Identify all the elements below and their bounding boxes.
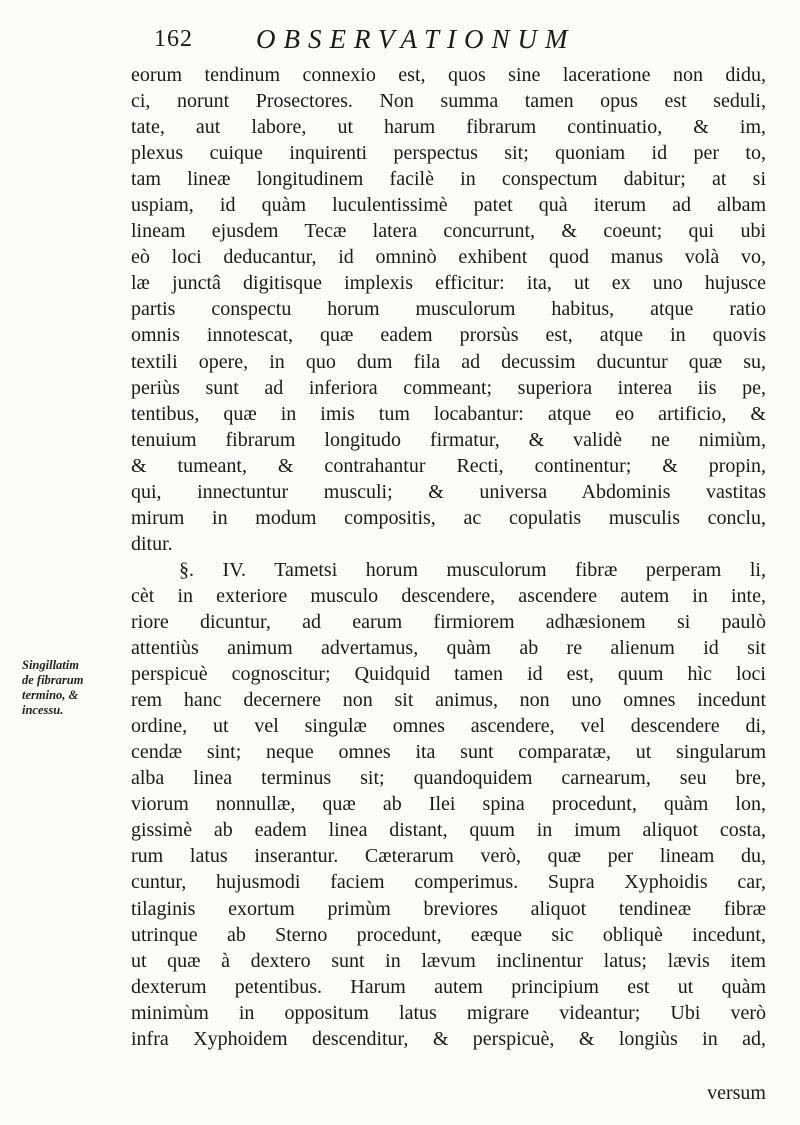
text-line: qui, innectuntur musculi; & universa Abdominis vastitas xyxy=(131,480,766,503)
body-text xyxy=(131,62,766,1052)
text-line: læ junctâ digitisque implexis efficitur: ita, ut ex uno hujusce xyxy=(131,272,766,295)
text-line: eò loci deducantur, id omninò exhibent quod manus volà vo, xyxy=(131,246,766,269)
text-line: alba linea terminus sit; quandoquidem carnearum, seu bre, xyxy=(131,767,766,790)
text-line: perspicuè cognoscitur; Quidquid tamen id est, quum hìc loci xyxy=(131,663,766,686)
text-line: eorum tendinum connexio est, quos sine laceratione non didu, xyxy=(131,64,766,86)
text-line: periùs sunt ad inferiora commeant; superiora interea iis pe, xyxy=(131,376,766,399)
margin-note xyxy=(22,658,130,718)
text-line: uspiam, id quàm luculentissimè patet quà iterum ad albam xyxy=(131,194,766,217)
text-line: omnis innotescat, quæ eadem prorsùs est, atque in quovis xyxy=(131,324,766,347)
text-line: infra Xyphoidem descenditur, & perspicuè, & longiùs in ad, xyxy=(131,1027,766,1050)
text-line: utrinque ab Sterno procedunt, eæque sic obliquè incedunt, xyxy=(131,923,766,946)
text-line: tenuium fibrarum longitudo firmatur, & validè ne nimiùm, xyxy=(131,428,766,451)
text-line: ut quæ à dextero sunt in lævum inclinentur latus; lævis item xyxy=(131,949,766,972)
margin-note-line: termino, & xyxy=(22,688,79,702)
text-line: mirum in modum compositis, ac copulatis musculis conclu, xyxy=(131,506,766,529)
text-line: riore dicuntur, ad earum firmiorem adhæsionem si paulò xyxy=(131,610,766,633)
text-line: ci, norunt Prosectores. Non summa tamen opus est seduli, xyxy=(131,90,766,113)
section-heading-line: §. IV. Tametsi horum musculorum fibræ perperam li, xyxy=(179,558,766,581)
text-line: cuntur, hujusmodi faciem comperimus. Supra Xyphoidis car, xyxy=(131,871,766,894)
text-line: tate, aut labore, ut harum fibrarum continuatio, & im, xyxy=(131,116,766,139)
text-line: tam lineæ longitudinem facilè in conspectum dabitur; at si xyxy=(131,168,766,191)
page-header xyxy=(132,22,772,58)
text-line: attentiùs animum advertamus, quàm ab re alienum id sit xyxy=(131,637,766,660)
text-line: gissimè ab eadem linea distant, quum in imum aliquot costa, xyxy=(131,819,766,842)
text-line: plexus cuique inquirenti perspectus sit; quoniam id per to, xyxy=(131,142,766,165)
text-line: tilaginis exortum primùm breviores aliquot tendineæ fibræ xyxy=(131,897,766,920)
catchword: versum xyxy=(707,1082,766,1104)
text-line: dexterum petentibus. Harum autem principium est ut quàm xyxy=(131,975,766,998)
text-line: lineam ejusdem Tecæ latera concurrunt, & coeunt; qui ubi xyxy=(131,220,766,243)
text-line: cendæ sint; neque omnes ita sunt comparatæ, ut singularum xyxy=(131,741,766,764)
margin-note-line: Singillatim xyxy=(22,658,79,672)
margin-note-line: de fibrarum xyxy=(22,673,84,687)
text-line: minimùm in oppositum latus migrare videantur; Ubi verò xyxy=(131,1001,766,1024)
text-line: tentibus, quæ in imis tum locabantur: atque eo artificio, & xyxy=(131,402,766,425)
text-line: partis conspectu horum musculorum habitus, atque ratio xyxy=(131,298,766,321)
page-number: 162 xyxy=(154,26,193,52)
text-line: ditur. xyxy=(131,532,173,555)
text-line: & tumeant, & contrahantur Recti, continentur; & propin, xyxy=(131,454,766,477)
text-line: viorum nonnullæ, quæ ab Ilei spina procedunt, quàm lon, xyxy=(131,793,766,816)
text-line: textili opere, in quo dum fila ad decussim ducuntur quæ su, xyxy=(131,350,766,373)
text-line: cèt in exteriore musculo descendere, ascendere autem in inte, xyxy=(131,584,766,607)
text-line: rem hanc decernere non sit animus, non uno omnes incedunt xyxy=(131,689,766,712)
text-line: rum latus inserantur. Cæterarum verò, quæ per lineam du, xyxy=(131,845,766,868)
text-line: ordine, ut vel singulæ omnes ascendere, vel descendere di, xyxy=(131,715,766,738)
running-head: OBSERVATIONUM xyxy=(256,24,576,54)
margin-note-line: incessu. xyxy=(22,703,64,717)
